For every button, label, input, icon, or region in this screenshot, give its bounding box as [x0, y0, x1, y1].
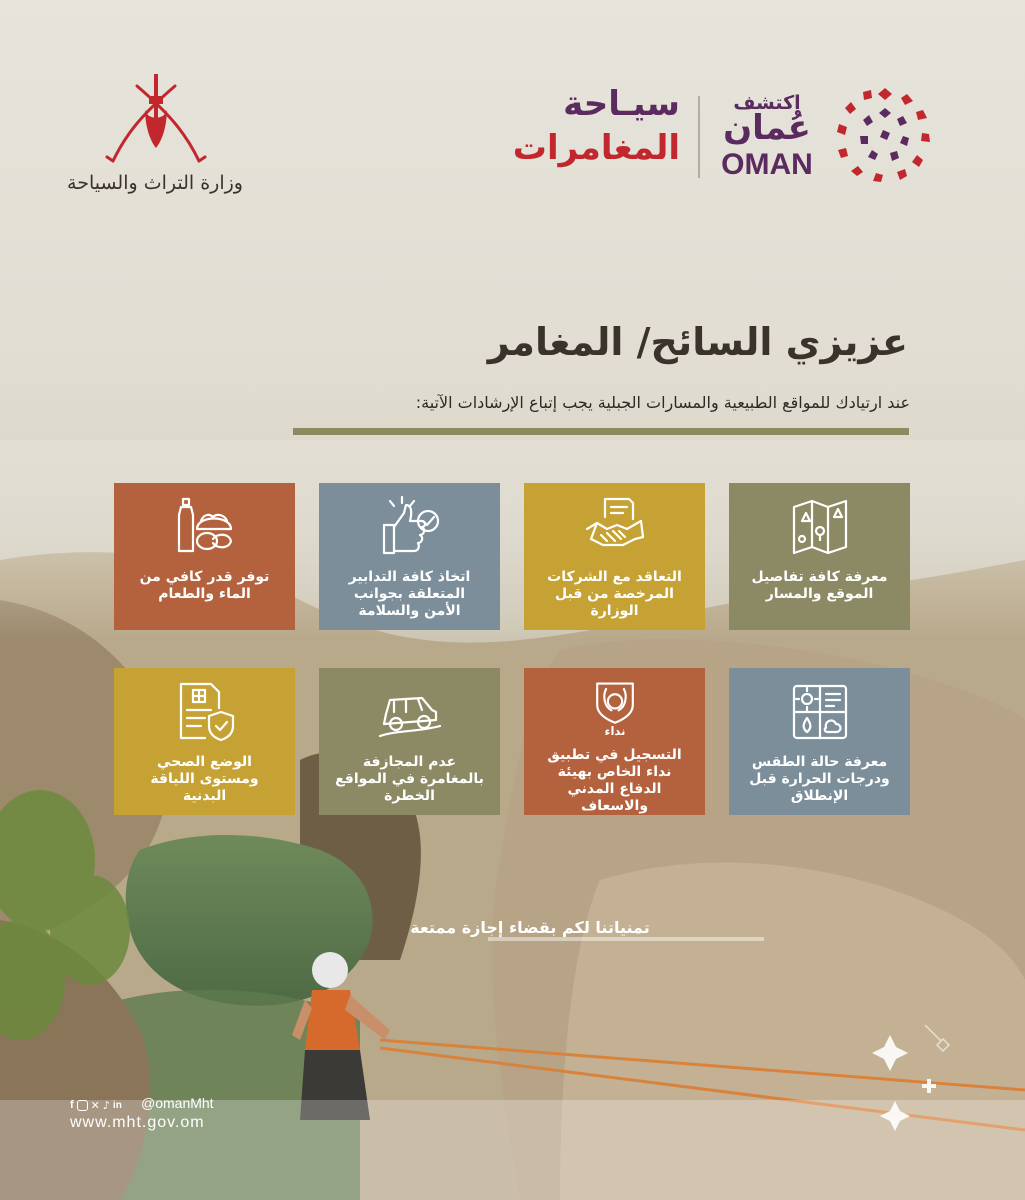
page-subtitle: عند ارتيادك للمواقع الطبيعية والمسارات الجبلية يجب إتباع الإرشادات الآتية:: [415, 393, 910, 412]
oman-arabic-logo-text: عُمان: [723, 108, 811, 148]
social-icons-row: [70, 1097, 122, 1113]
guideline-tile-safety-measures: [319, 483, 500, 630]
closing-message: تمنياتنا لكم بقضاء إجازة ممتعة: [410, 918, 650, 937]
brand-divider: [698, 96, 700, 178]
map-icon: [788, 495, 852, 559]
oman-mosaic-logo-icon: [833, 86, 937, 190]
nidaa-app-icon: [583, 680, 647, 737]
handshake-contract-icon: [583, 495, 647, 559]
page-title: عزيزي السائح/ المغامر: [487, 320, 908, 364]
campaign-title-line1: سيـاحة: [563, 84, 680, 124]
oman-emblem-icon: [105, 66, 207, 166]
guideline-tile-weather: [729, 668, 910, 815]
guideline-tile-no-risk: [319, 668, 500, 815]
guideline-tile-health-fitness: [114, 668, 295, 815]
closing-underline: [488, 937, 764, 941]
linkedin-icon[interactable]: in: [112, 1099, 122, 1111]
instagram-icon[interactable]: [77, 1100, 88, 1111]
guideline-tile-licensed-companies: [524, 483, 705, 630]
guideline-tile-water-food: [114, 483, 295, 630]
tiktok-icon[interactable]: ♪: [102, 1098, 110, 1112]
guideline-tile-nidaa-registration: [524, 668, 705, 815]
oman-latin-logo-text: OMAN: [721, 148, 813, 181]
weather-icon: [788, 680, 852, 744]
guideline-tile-location-details: [729, 483, 910, 630]
guideline-label: توفر قدر كافي من الماء والطعام: [139, 569, 270, 602]
facebook-icon[interactable]: f: [70, 1099, 74, 1111]
ministry-label: وزارة التراث والسياحة: [67, 172, 243, 194]
guideline-label: عدم المجازفة بالمغامرة في المواقع الخطرة: [335, 754, 484, 804]
explore-label: اكتشف: [733, 92, 801, 114]
nidaa-badge-text: نداء: [604, 724, 625, 737]
campaign-title-line2: المغامرات: [512, 128, 680, 168]
website-link[interactable]: www.mht.gov.om: [70, 1114, 205, 1131]
guideline-label: اتخاذ كافة التدابير المتعلقة بجوانب الأمن والسلامة: [348, 569, 471, 619]
thumbs-up-check-icon: [378, 495, 442, 559]
water-food-icon: [173, 495, 237, 559]
guideline-label: التعاقد مع الشركات المرخصة من قبل الوزارة: [547, 569, 682, 619]
x-icon[interactable]: ✕: [90, 1099, 100, 1112]
health-document-icon: [173, 680, 237, 744]
title-underline: [293, 428, 909, 435]
decorative-pattern-icon: [855, 1015, 965, 1165]
guideline-label: التسجيل في تطبيق نداء الخاص بهيئة الدفاع المدني والاسعاف: [547, 747, 682, 814]
guideline-label: معرفة كافة تفاصيل الموقع والمسار: [751, 569, 888, 602]
guideline-label: معرفة حالة الطقس ودرجات الحرارة قبل الإنطلاق: [749, 754, 890, 804]
offroad-car-icon: [378, 680, 442, 744]
guideline-label: الوضع الصحي ومستوى اللياقة البدنية: [150, 754, 259, 804]
social-handle[interactable]: @omanMht: [141, 1095, 214, 1111]
